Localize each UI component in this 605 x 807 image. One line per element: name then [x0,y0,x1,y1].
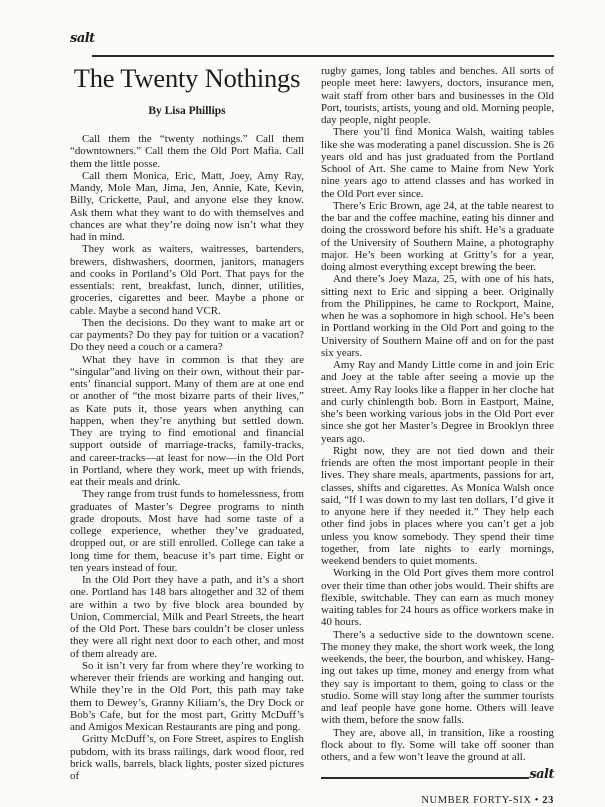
paragraph: They work as waiters, waitresses, bartenders, brewers, dishwashers, doormen, janitors, managers and cooks in Portland’s Old Port. That pays for the essentials: rent, breakfast, lunch, dinner, utilities, groceries, cigarettes and beer. Maybe a phone or cable. Maybe a second hand VCR. [70,243,304,317]
paragraph: Call them the “twenty nothings.” Call them “downtowners.” Call them the Old Port Mafia. Call them the little posse. [70,133,304,170]
byline: By Lisa Phillips [148,105,226,117]
paragraph: Then the decisions. Do they want to make art or car payments? Do they pay for tuition or a vacation? Do they need a couch or a camera? [70,316,304,354]
left-column [70,133,304,782]
paragraph: Right now, they are not tied down and their friends are often the most important people in their lives. They share meals, apartments, passions for art, classes, shifts and cigarettes. As Monica Walsh once said, “If I was down to my last ten dollars, I’d give it to anyone here if they needed it.” They help each other find jobs in places where you can’t get a job unless you know somebody. They spend their time together, from late nights to early mornings, weekend benders to quiet moments. [321,444,554,567]
paragraph: There’s Eric Brown, age 24, at the table nearest to the bar and the coffee machine, eating his dinner and doing the crossword before his shift. He’s a graduate of the University of Southern Maine, a photography major. He’s been working at Gritty’s for a year, doing almost everything except brewing the beer. [321,199,554,273]
salt-logo: salt [70,31,95,46]
page-footer [321,794,554,807]
article-title: The Twenty Nothings [73,63,301,93]
paragraph: Working in the Old Port gives them more control over their time than other jobs would. Their shifts are flexible, switchable. They can earn as much money waiting tables for 24 hours as office workers make in 40 hours. [321,567,554,629]
footer-separator: • [534,794,540,806]
paragraph: Gritty McDuff’s, on Fore Street, aspires to English pubdom, with its brass railings, dark wood floor, red brick walls, barrels, black lights, poster sized pictures of [70,733,304,782]
paragraph: Call them Monica, Eric, Matt, Joey, Amy Ray, Mandy, Mole Man, Jima, Jen, Annie, Kate, Kevin, Billy, Crickette, Paul, and anyone else they know. Ask them what they want to do with themselves and chances are what they’re doing now isn’t what they had in mind. [70,169,304,243]
paragraph: They range from trust funds to homelessness, from graduates of Master’s Degree programs to ninth grade dropouts. Most have had some taste of a college experience, whether they’ve graduated, dropped out, or are still enrolled. College can take a long time for them, beacuse it’s part time. Eight or ten years instead of four. [70,488,305,574]
paragraph: There’s a seductive side to the downtown scene. The money they make, the short work week, the long weekends, the beer, the bourbon, and whiskey. Hanging out takes up time, money and energy from what they say is important to them, going to class or the studio. Some will stay long after the summer tourists and leaf people have gone home. Others will leave with them, before the snow falls. [321,628,554,727]
page-number: 23 [542,794,554,806]
paragraph: rugby games, long tables and benches. All sorts of people meet here: lawyers, doctors, insurance men, wait staff from other bars and businesses in the Old Port, tourists, artists, young and old. Morning people, day people, night people. [321,65,554,126]
paragraph: Amy Ray and Mandy Little come in and join Eric and Joey at the table after seeing a movie up the street. Amy Ray looks like a flapper in her cloche hat and curly chinlength bob. Born in Eastport, Maine, she’s been working various jobs in the Old Port ever since she got her Master’s Degree in Brooklyn three years ago. [321,359,554,445]
end-rule [321,777,529,779]
salt-end-logo: salt [529,767,554,783]
paragraph: And there’s Joey Maza, 25, with one of his hats, sitting next to Eric and sipping a beer. Originally from the Philippines, he came to Rockport, Maine, when he was a sophomore in high school. He’s been in Portland working in the Old Port and going to the University of Southern Maine off and on for the past six years. [321,273,554,359]
issue-label: NUMBER FORTY-SIX [421,794,532,806]
paragraph: In the Old Port they have a path, and it’s a short one. Portland has 148 bars altogether and 32 of them are within a two by five block area bounded by Union, Commercial, Milk and Pearl Streets, the heart of the Old Port. These bars couldn’t be closer unless they were all right next door to each other, and most of them already are. [70,574,304,660]
paragraph: They are, above all, in transition, like a roosting flock about to fly. Some will take off sooner than others, and a few won’t leave the ground at all. [321,726,554,763]
paragraph: What they have in common is that they are “singular”and living on their own, without their parents’ financial support. Many of them are at one end or another of “the most bizarre parts of their lives,” as Kate puts it, those years when anything can happen, when they’re anything but settled down. They are trying to find emotional and financial support outside of marriage-tracks, family-tracks, and career-tracks—at least for now—in the Old Port in Portland, where they work, meet up with friends, eat their meals and drink. [70,353,304,488]
header-rule [92,55,554,57]
paragraph: So it isn’t very far from where they’re working to wherever their friends are working and hanging out. While they’re in the Old Port, this path may take them to Dewey’s, Granny Kiliam’s, the Dry Dock or Bob’s Cafe, but for the most part, Gritty McDuff’s and Amigos Mexican Restaurants are ping and pong. [70,659,304,733]
end-mark [321,769,554,781]
right-column [321,65,554,807]
paragraph: There you’ll find Monica Walsh, waiting tables like she was moderating a panel discussion. She is 26 years old and has just graduated from the Portland School of Art. She came to Maine from New York nine years ago to attend classes and has worked in the Old Port ever since. [321,126,554,200]
